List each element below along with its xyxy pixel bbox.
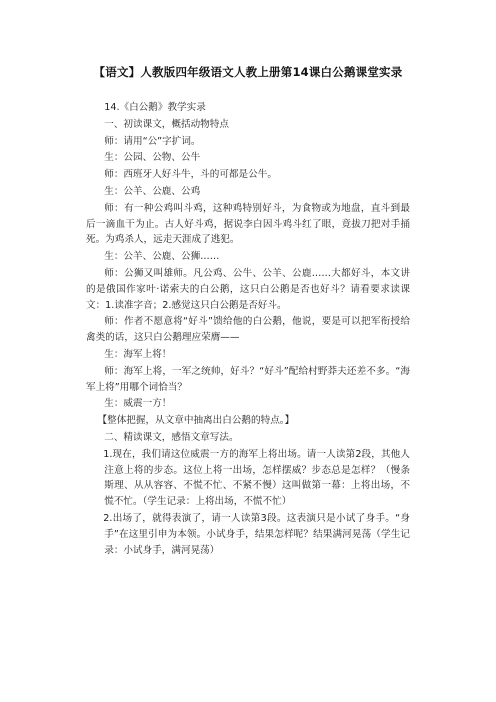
paragraph-numbered-item: 2.出场了，就得表演了，请一人读第3段。这表演只是小试了身手。“身手”在这里引申为本领。小试身手，结果怎样呢？结果满河晃荡（学生记录：小试身手，满河晃荡） bbox=[103, 512, 410, 556]
paragraph: 师：公狮又叫雄师。凡公鸡、公牛、公羊、公鹿……大都好斗，本文讲的是俄国作家叶·诺索夫的白公鹅，这只白公鹅是否也好斗？请看要求读课文：1.读准字音；2.感觉这只白公鹅是否好斗。 bbox=[86, 267, 410, 311]
paragraph: 师：作者不愿意将“好斗”馈给他的白公鹅，他说，要是可以把军衔授给禽类的话，这只白公鹅理应荣膺—— bbox=[86, 316, 410, 344]
paragraph: 生：公羊、公鹿、公狮…… bbox=[104, 251, 220, 263]
paragraph: 生：公园、公物、公牛 bbox=[104, 152, 201, 164]
paragraph: 师：海军上将，一军之统帅，好斗？“好斗”配给村野莽夫还差不多。“海军上将”用哪个词恰当？ bbox=[86, 365, 410, 393]
paragraph-numbered-item: 1.现在，我们请这位威震一方的海军上将出场。请一人读第2段，其他人注意上将的步态。这位上将一出场，怎样摆威？步态总是怎样？（慢条斯理、从从容容、不慌不忙、不紧不慢）这叫做第一幕：上将出场，不慌不忙。（学生记录：上将出场，不慌不忙） bbox=[103, 448, 410, 508]
document-body bbox=[86, 100, 410, 558]
document-title: 【语文】人教版四年级语文人教上册第14课白公鹅课堂实录 bbox=[93, 65, 403, 79]
paragraph: 师：请用“公”字扩词。 bbox=[104, 135, 201, 147]
paragraph-section-two-heading: 二、精读课文，感悟文章写法。 bbox=[104, 431, 239, 443]
paragraph: 生：威震一方！ bbox=[104, 398, 172, 410]
paragraph: 生：公羊、公鹿、公鸡 bbox=[104, 185, 201, 197]
paragraph: 生：海军上将！ bbox=[104, 348, 172, 360]
paragraph-section-one-heading: 一、初读课文，概括动物特点 bbox=[104, 118, 229, 130]
paragraph: 师：有一种公鸡叫斗鸡，这种鸡特别好斗，为食物或为地盘，直斗到最后一滴血干为止。古人好斗鸡，据说李白因斗鸡斗红了眼，竟拔刀把对手捅死。为鸡杀人，远走天涯成了逃犯。 bbox=[86, 202, 410, 246]
paragraph-bracket-note: 【整体把握，从文章中抽离出白公鹅的特点。】 bbox=[97, 415, 295, 427]
paragraph: 师：西班牙人好斗牛，斗的可都是公牛。 bbox=[104, 169, 277, 181]
paragraph-lesson-heading: 14.《白公鹅》教学实录 bbox=[104, 102, 206, 113]
